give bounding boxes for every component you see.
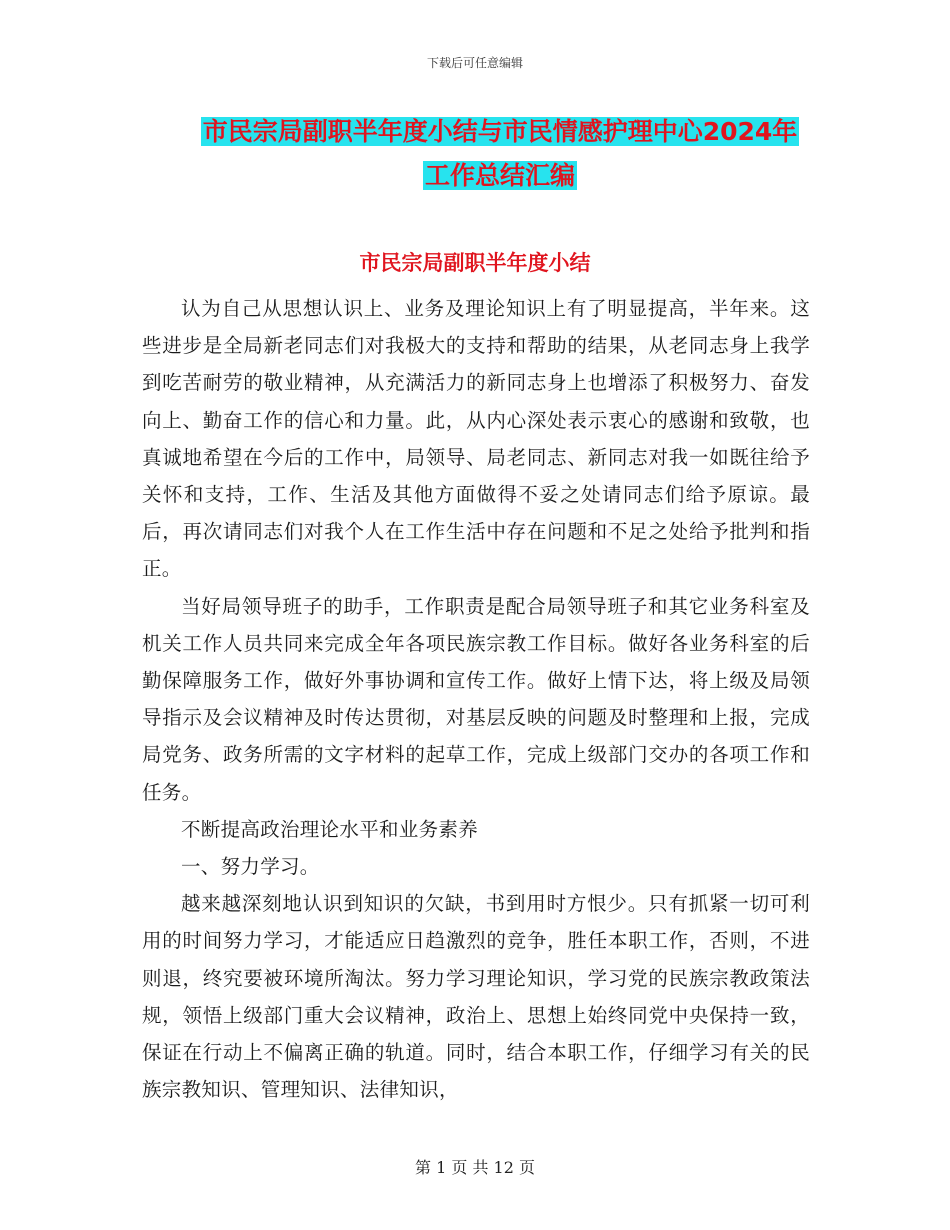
paragraph: 不断提高政治理论水平和业务素养 xyxy=(181,817,479,841)
paragraph: 当好局领导班子的助手，工作职责是配合局领导班子和其它业务科室及机关工作人员共同来完成全年各项民族宗教工作目标。做好各业务科室的后勤保障服务工作，做好外事协调和宣传工作。做好上情下达，将上级及局领导指示及会议精神及时传达贯彻，对基层反映的问题及时整理和上报，完成局党务、政务所需的文字材料的起草工作，完成上级部门交办的各项工作和任务。 xyxy=(142,594,810,804)
page-footer: 第 1 页 共 12 页 xyxy=(415,1158,535,1177)
document-title-line-2: 工作总结汇编 xyxy=(424,161,575,190)
document-title xyxy=(185,110,815,198)
document-title-line-1: 市民宗局副职半年度小结与市民情感护理中心2024年 xyxy=(202,117,798,146)
paragraph: 认为自己从思想认识上、业务及理论知识上有了明显提高，半年来。这些进步是全局新老同志们对我极大的支持和帮助的结果，从老同志身上我学到吃苦耐劳的敬业精神，从充满活力的新同志身上也增添了积极努力、奋发向上、勤奋工作的信心和力量。此，从内心深处表示衷心的感谢和致敬，也真诚地希望在今后的工作中，局领导、局老同志、新同志对我一如既往给予关怀和支持，工作、生活及其他方面做得不妥之处请同志们给予原谅。最后，再次请同志们对我个人在工作生活中存在问题和不足之处给予批判和指正。 xyxy=(142,297,810,581)
paragraph: 越来越深刻地认识到知识的欠缺，书到用时方恨少。只有抓紧一切可利用的时间努力学习，才能适应日趋激烈的竞争，胜任本职工作，否则，不进则退，终究要被环境所淘汰。努力学习理论知识，学习党的民族宗教政策法规，领悟上级部门重大会议精神，政治上、思想上始终同党中央保持一致，保证在行动上不偏离正确的轨道。同时，结合本职工作，仔细学习有关的民族宗教知识、管理知识、法律知识， xyxy=(142,892,810,1102)
header-note: 下载后可任意编辑 xyxy=(426,56,523,70)
body-text xyxy=(142,290,810,1108)
paragraph: 一、努力学习。 xyxy=(181,855,320,879)
section-title: 市民宗局副职半年度小结 xyxy=(359,251,591,275)
